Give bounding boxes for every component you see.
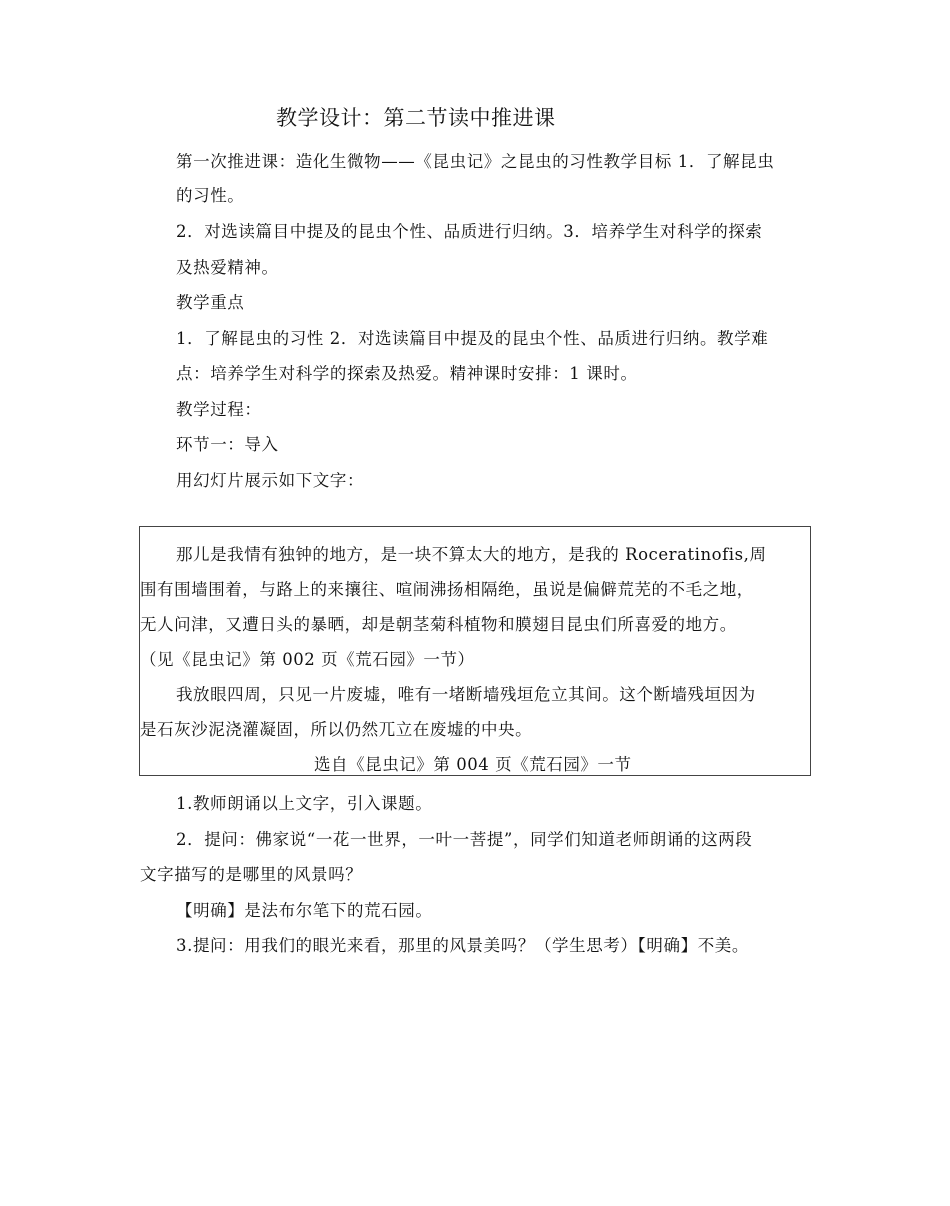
quote-p1-line-2: 围有围墙围着，与路上的来攘往、喧闹沸扬相隔绝，虽说是偏僻荒芜的不毛之地， (140, 580, 754, 599)
objective-line-1: 2．对选读篇目中提及的昆虫个性、品质进行归纳。3．培养学生对科学的探索 (176, 222, 763, 241)
objective-line-2: 及热爱精神。 (176, 258, 279, 277)
quote-p1-line-3: 无人问津，又遭日头的暴晒，却是朝茎菊科植物和膜翅目昆虫们所喜爱的地方。 (140, 615, 737, 634)
quote-p1-line-1: 那儿是我情有独钟的地方，是一块不算太大的地方，是我的 Roceratinofis,周 (176, 545, 767, 564)
key-points-heading: 教学重点 (176, 293, 245, 312)
slide-instruction: 用幻灯片展示如下文字： (176, 471, 365, 490)
question-answer-line: 3.提问：用我们的眼光来看，那里的风景美吗？（学生思考）【明确】不美。 (176, 936, 749, 955)
quote-p2-source: 选自《昆虫记》第 004 页《荒石园》一节 (314, 755, 632, 774)
document-title: 教学设计：第二节读中推进课 (276, 106, 556, 130)
quote-p2-line-1: 我放眼四周，只见一片废墟，唯有一堵断墙残垣危立其间。这个断墙残垣因为 (176, 685, 756, 704)
intro-line-2: 的习性。 (176, 186, 245, 205)
step-one-heading: 环节一：导入 (176, 435, 279, 454)
process-heading: 教学过程： (176, 400, 262, 419)
key-points-line-1: 1．了解昆虫的习性 2．对选读篇目中提及的昆虫个性、品质进行归纳。教学难 (176, 329, 769, 348)
question-line-1: 2．提问：佛家说“一花一世界，一叶一菩提”，同学们知道老师朗诵的这两段 (176, 830, 753, 849)
quote-box (139, 526, 811, 776)
quote-p2-line-2: 是石灰沙泥浇灌凝固，所以仍然兀立在废墟的中央。 (140, 720, 533, 739)
activity-line-1: 1.教师朗诵以上文字，引入课题。 (176, 794, 433, 813)
intro-line-1: 第一次推进课：造化生微物——《昆虫记》之昆虫的习性教学目标 1．了解昆虫 (176, 152, 775, 171)
quote-p1-source: （见《昆虫记》第 002 页《荒石园》一节） (140, 650, 475, 669)
key-points-line-2: 点：培养学生对科学的探索及热爱。精神课时安排：1 课时。 (176, 364, 638, 383)
question-line-2: 文字描写的是哪里的风景吗？ (140, 865, 363, 884)
answer-line: 【明确】是法布尔笔下的荒石园。 (176, 901, 433, 920)
